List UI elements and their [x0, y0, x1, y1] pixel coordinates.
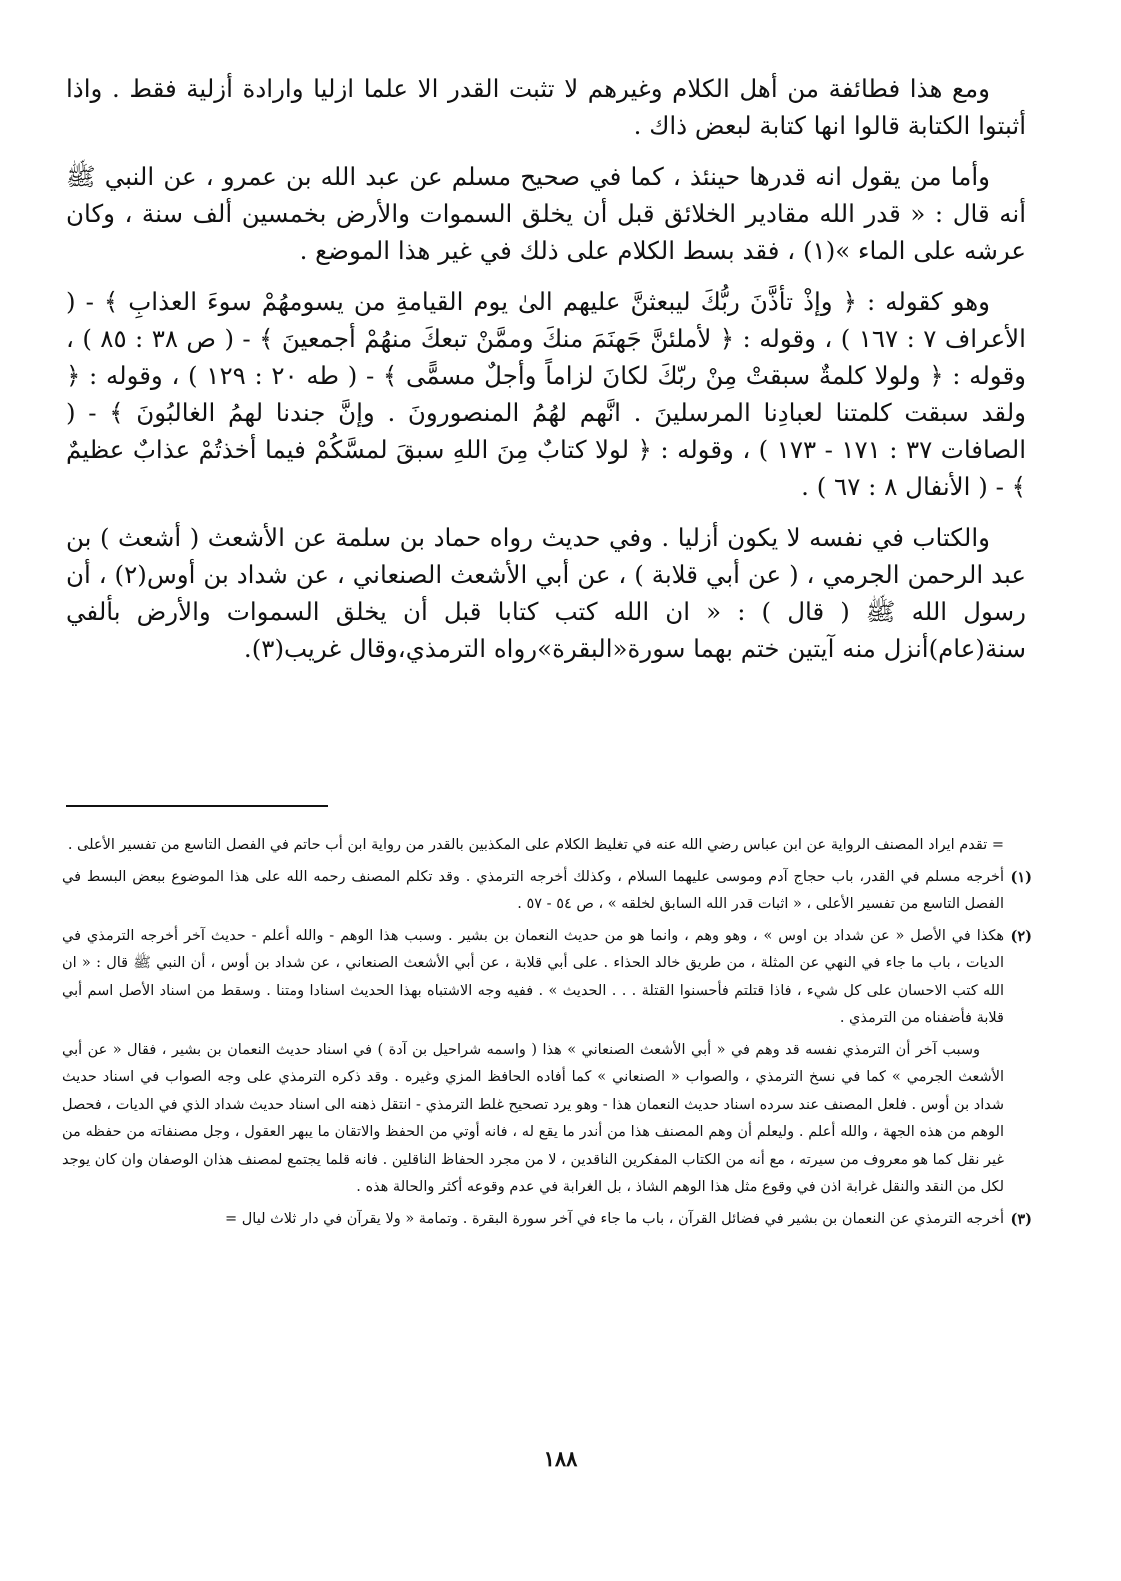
footnote-1: [62, 864, 1032, 919]
footnote-2-mark: (٢): [1010, 927, 1032, 945]
page-number: ١٨٨: [543, 1446, 578, 1471]
footnote-1-text: أخرجه مسلم في القدر، باب حجاج آدم وموسى عليهما السلام ، وكذلك أخرجه الترمذي . وقد تكلم المصنف رحمه الله على هذا الموضوع ببعض البسط في الفصل التاسع من تفسير الأعلى ، « اثبات قدر الله السابق لخلقه » ، ص ٥٤ - ٥٧ .: [62, 868, 1004, 912]
footnote-divider: [66, 805, 328, 807]
footnote-2: [62, 923, 1032, 1033]
paragraph-3: وهو كقوله : ﴿ وإذْ تأذَّنَ ربُّكَ ليبعثنَّ عليهم الىٰ يوم القيامةِ من يسومهُمْ سوءَ العذابِ ﴾ - ( الأعراف ٧ : ١٦٧ ) ، وقوله : ﴿ لأملئنَّ جَهنَمَ منكَ وممَّنْ تبعكَ منهُمْ أجمعينَ ﴾ - ( ص ٣٨ : ٨٥ ) ، وقوله : ﴿ ولولا كلمةٌ سبقتْ مِنْ ربّكَ لكانَ لزاماً وأجلٌ مسمًّى ﴾ - ( طه ٢٠ : ١٢٩ ) ، وقوله : ﴿ ولقد سبقت كلمتنا لعبادِنا المرسلينَ . انَّهم لهُمُ المنصورونَ . وإنَّ جندنا لهمُ الغالبُونَ ﴾ - ( الصافات ٣٧ : ١٧١ - ١٧٣ ) ، وقوله : ﴿ لولا كتابٌ مِنَ اللهِ سبقَ لمسَّكُمْ فيما أخذتُمْ عذابٌ عظيمٌ ﴾ - ( الأنفال ٨ : ٦٧ ) .: [66, 287, 1026, 501]
footnote-continued-text: = تقدم ايراد المصنف الرواية عن ابن عباس رضي الله عنه في تغليظ الكلام على المكذبين بالقدر من رواية ابن أب حاتم في الفصل التاسع من تفسير الأعلى .: [67, 837, 1004, 853]
footnote-2-continuation-text: وسبب آخر أن الترمذي نفسه قد وهم في « أبي الأشعث الصنعاني » هذا ( واسمه شراحيل بن آدة ) في اسناد حديث النعمان بن بشير ، فقال « عن أبي الأشعث الجرمي » كما في نسخ الترمذي ، والصواب « الصنعاني » كما أفاده الحافظ المزي وغيره . وقد ذكره الترمذي على وجه الصواب في اسناد حديث شداد بن أوس . فلعل المصنف عند سرده اسناد حديث النعمان هذا - وهو يرد تصحيح غلط الترمذي - انتقل ذهنه الى اسناد حديث شداد الذي في الديات ، فحصل الوهم من هذه الجهة ، والله أعلم . وليعلم أن وهم المصنف هذا من أندر ما يقع له ، فانه أوتي من الحفظ والاتقان ما يبهر العقول ، وجل مصنفاته من حفظه من غير نقل كما هو معروف من سيرته ، مع أنه من الكتاب المفكرين الناقدين ، لا من مجرد الحفاظ الناقلين . فانه قلما يجتمع لمصنف هذان الوصفان وان كان يوجد لكل من النقد والنقل غرابة اذن في وقوع مثل هذا الوهم الشاذ ، بل الغرابة في عدم وقوعه أكثر والحالة هذه .: [62, 1041, 1004, 1195]
footnote-continued: [62, 832, 1032, 860]
paragraph-4: والكتاب في نفسه لا يكون أزليا . وفي حديث رواه حماد بن سلمة عن الأشعث ( أشعث ) بن عبد الرحمن الجرمي ، ( عن أبي قلابة ) ، عن أبي الأشعث الصنعاني ، عن شداد بن أوس(٢) ، أن رسول الله ﷺ ( قال ) : « ان الله كتب كتابا قبل أن يخلق السموات والأرض بألفي سنة(عام)أنزل منه آيتين ختم بهما سورة«البقرة»رواه الترمذي،وقال غريب(٣).: [66, 523, 1027, 663]
main-text: [66, 70, 1026, 681]
footnote-3: [62, 1206, 1032, 1234]
paragraph-1: ومع هذا فطائفة من أهل الكلام وغيرهم لا تثبت القدر الا علما ازليا وارادة أزلية فقط . واذا أثبتوا الكتابة قالوا انها كتابة لبعض ذاك .: [66, 74, 1026, 140]
footnote-2-text: هكذا في الأصل « عن شداد بن اوس » ، وهو وهم ، وانما هو من حديث النعمان بن بشير . وسبب هذا الوهم - والله أعلم - حديث آخر أخرجه الترمذي في الديات ، باب ما جاء في النهي عن المثلة ، من طريق خالد الحذاء . على أبي قلابة ، عن أبي الأشعث الصنعاني ، عن شداد بن أوس ، أن النبي ﷺ قال : « ان الله كتب الاحسان على كل شيء ، فاذا قتلتم فأحسنوا القتلة . . . الحديث » . ففيه وجه الاشتباه بهذا الحديث اسنادا ومتنا . وسقط من اسناد الأصل اسم أبي قلابة فأضفناه من الترمذي .: [62, 927, 1004, 1026]
footnote-2-continuation: [62, 1037, 1032, 1202]
paragraph-2: وأما من يقول انه قدرها حينئذ ، كما في صحيح مسلم عن عبد الله بن عمرو ، عن النبي ﷺ أنه قال : « قدر الله مقادير الخلائق قبل أن يخلق السموات والأرض بخمسين ألف سنة ، وكان عرشه على الماء »(١) ، فقد بسط الكلام على ذلك في غير هذا الموضع .: [66, 162, 1026, 265]
footnotes: [62, 832, 1032, 1237]
footnote-1-mark: (١): [1010, 868, 1032, 886]
footnote-3-mark: (٣): [1010, 1210, 1032, 1228]
footnote-3-text: أخرجه الترمذي عن النعمان بن بشير في فضائل القرآن ، باب ما جاء في آخر سورة البقرة . وتمامة « ولا يقرآن في دار ثلاث ليال =: [225, 1210, 1004, 1227]
